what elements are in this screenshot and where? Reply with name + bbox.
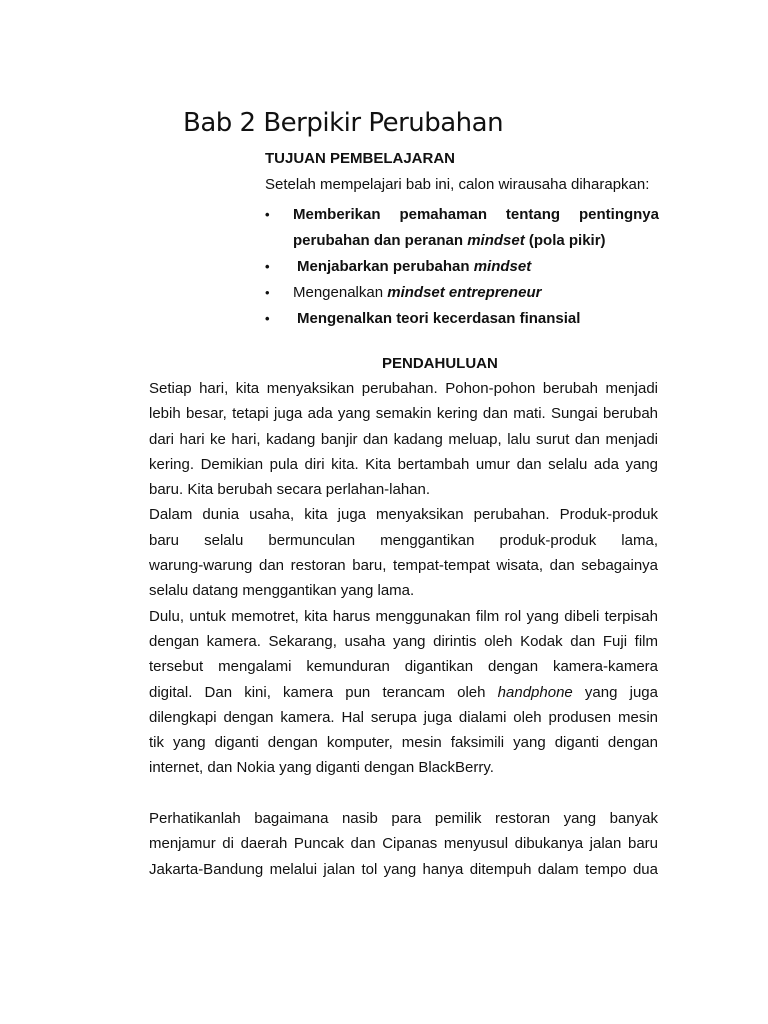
text-line: Jakarta-Bandung melalui jalan tol yang hanya ditempuh dalam tempo dua	[149, 860, 658, 878]
section-heading: PENDAHULUAN	[382, 355, 498, 372]
text-line: baru. Kita berubah secara perlahan-lahan.	[149, 481, 431, 499]
objective-text: Memberikan pemahaman tentang pentingnya	[293, 206, 659, 223]
objective-text-emphasis: mindset	[467, 232, 525, 249]
objective-text-part: Menjabarkan perubahan	[297, 258, 474, 275]
objective-text-part: (pola pikir)	[524, 232, 606, 249]
text-line: baru selalu bermunculan menggantikan produk-produk lama,	[149, 531, 658, 549]
objective-text-part: Mengenalkan	[293, 284, 388, 301]
text-line: internet, dan Nokia yang diganti dengan BlackBerry.	[149, 759, 494, 777]
text-line: warung-warung dan restoran baru, tempat-tempat wisata, dan sebagainya	[149, 557, 658, 575]
objective-item	[265, 306, 659, 332]
objectives-list	[265, 202, 659, 332]
objective-text-emphasis: mindset entrepreneur	[387, 284, 542, 301]
objectives-heading: TUJUAN PEMBELAJARAN	[265, 150, 456, 167]
text-line: dari hari ke hari, kadang banjir dan kadang meluap, lalu surut dan menjadi	[149, 430, 658, 448]
text-line: tersebut mengalami kemunduran digantikan dengan kamera-kamera	[149, 658, 658, 676]
text-part: yang juga	[572, 683, 658, 701]
text-line: Dulu, untuk memotret, kita harus menggunakan film rol yang dibeli terpisah	[149, 607, 658, 625]
text-line: kering. Demikian pula diri kita. Kita bertambah umur dan selalu ada yang	[149, 455, 658, 473]
objective-item	[265, 202, 659, 254]
text-line: Dalam dunia usaha, kita juga menyaksikan perubahan. Produk-produk	[149, 506, 658, 524]
objective-text	[293, 228, 659, 254]
objective-item	[265, 280, 659, 306]
objective-text	[293, 280, 659, 306]
objective-text-part: perubahan dan peranan	[293, 232, 468, 249]
bullet-icon: •	[265, 207, 270, 222]
text-line: lebih besar, tetapi juga ada yang semakin kering dan mati. Sungai berubah	[149, 405, 658, 423]
learning-objectives	[265, 150, 659, 332]
objectives-intro: Setelah mempelajari bab ini, calon wirausaha diharapkan:	[265, 176, 650, 193]
text-emphasis: handphone	[497, 683, 573, 701]
text-line: dengan kamera. Sekarang, usaha yang dirintis oleh Kodak dan Fuji film	[149, 632, 658, 650]
bullet-icon: •	[265, 259, 270, 274]
text-line	[149, 680, 658, 705]
objective-text-emphasis: mindset	[473, 258, 532, 275]
body-text	[149, 376, 658, 882]
text-line: menjamur di daerah Puncak dan Cipanas menyusul dibukanya jalan baru	[149, 835, 658, 853]
bullet-icon: •	[265, 311, 270, 326]
text-part: digital. Dan kini, kamera pun terancam oleh	[149, 683, 498, 701]
text-line: tik yang diganti dengan komputer, mesin faksimili yang diganti dengan	[149, 734, 658, 752]
objective-item	[265, 254, 659, 280]
objective-text: Mengenalkan teori kecerdasan finansial	[297, 310, 581, 327]
text-line: dilengkapi dengan kamera. Hal serupa juga dialami oleh produsen mesin	[149, 708, 658, 726]
bullet-icon: •	[265, 285, 270, 300]
text-line: Perhatikanlah bagaimana nasib para pemilik restoran yang banyak	[149, 810, 658, 828]
paragraph-gap	[149, 781, 658, 806]
chapter-title: Bab 2 Berpikir Perubahan	[183, 108, 504, 138]
objective-text	[293, 254, 659, 280]
text-line: selalu datang menggantikan yang lama.	[149, 582, 415, 600]
text-line: Setiap hari, kita menyaksikan perubahan. Pohon-pohon berubah menjadi	[149, 380, 658, 397]
